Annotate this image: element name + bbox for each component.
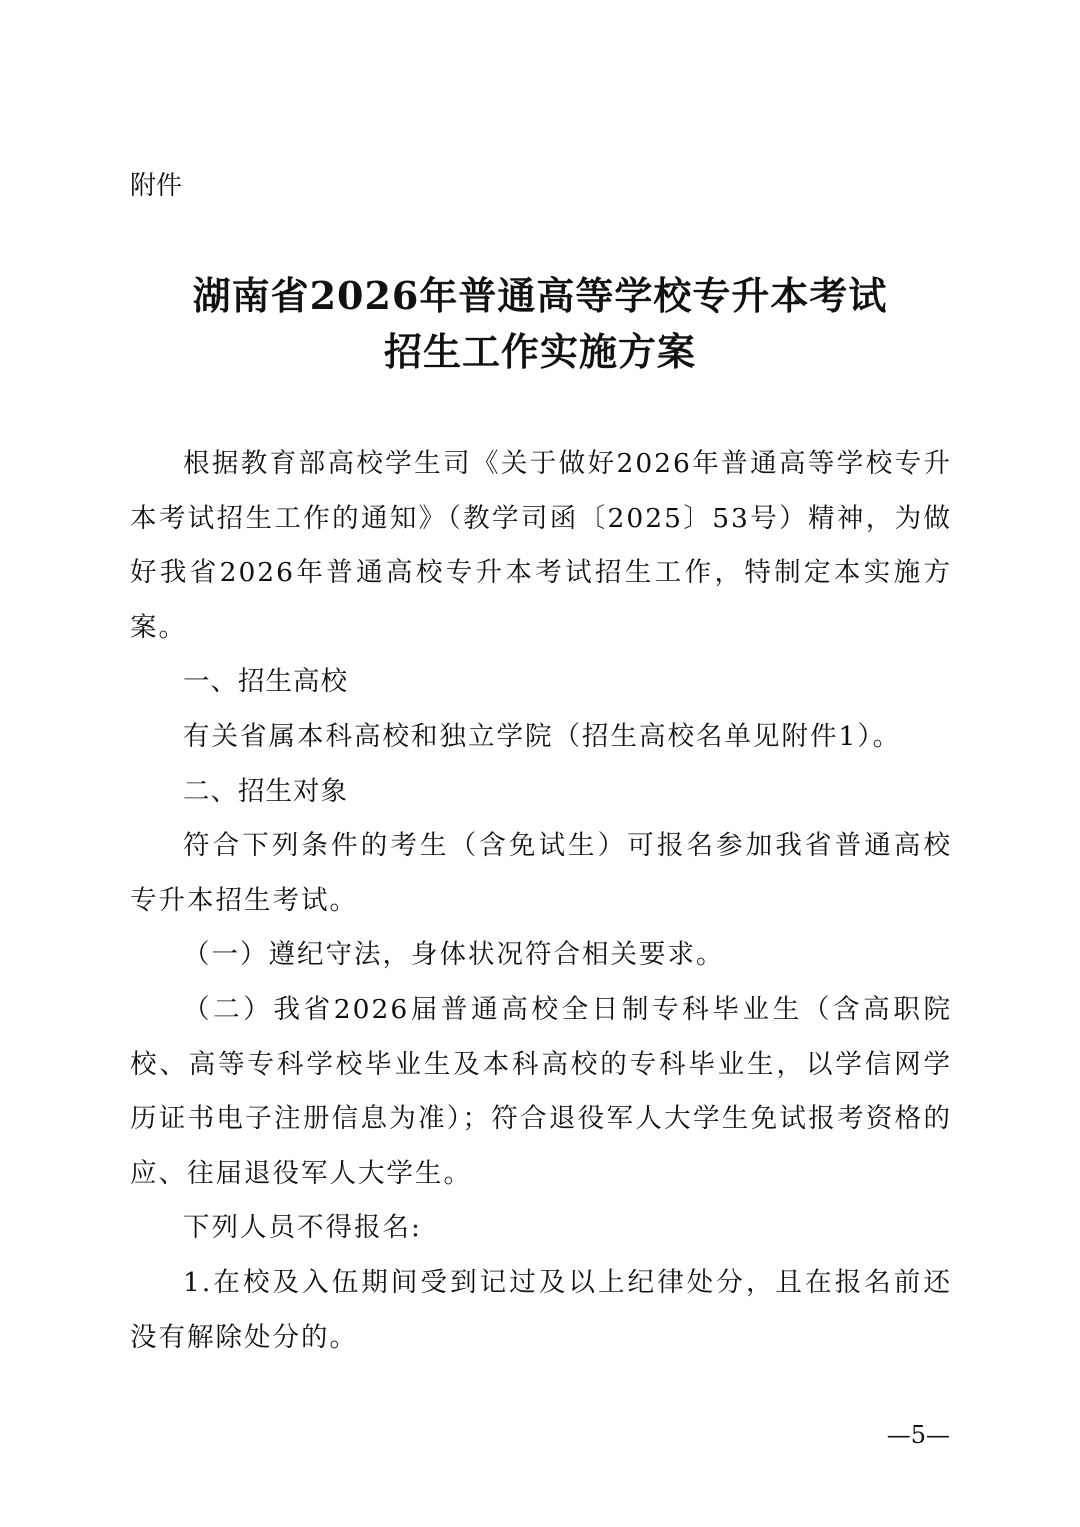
paragraph: 下列人员不得报名:: [183, 1212, 422, 1244]
section-heading-2: 二、招生对象: [183, 775, 348, 807]
paragraph: 符合下列条件的考生（含免试生）可报名参加我省普通高校专升本招生考试。: [130, 830, 952, 916]
section-heading-1: 一、招生高校: [183, 666, 348, 698]
paragraph: 1.在校及入伍期间受到记过及以上纪律处分，且在报名前还没有解除处分的。: [130, 1266, 952, 1353]
title-line-2: 招生工作实施方案: [383, 329, 696, 374]
paragraph-intro: 根据教育部高校学生司《关于做好2026年普通高等学校专升本考试招生工作的通知》（教学司函〔2025〕53号）精神，为做好我省2026年普通高校专升本考试招生工作，特制定本实施方案。: [130, 448, 952, 643]
title-line-1: 湖南省2026年普通高等学校专升本考试: [192, 273, 888, 318]
document-body: [130, 437, 952, 1365]
page-number: —5—: [886, 1421, 950, 1449]
document-title: [0, 268, 1080, 380]
paragraph: 有关省属本科高校和独立学院（招生高校名单见附件1）。: [183, 720, 902, 752]
paragraph: （二）我省2026届普通高校全日制专科毕业生（含高职院校、高等专科学校毕业生及本科高校的专科毕业生，以学信网学历证书电子注册信息为准）；符合退役军人大学生免试报考资格的应、往届退役军人大学生。: [130, 993, 952, 1189]
paragraph: （一）遵纪守法，身体状况符合相关要求。: [183, 939, 725, 971]
attachment-label: 附件: [130, 171, 183, 201]
